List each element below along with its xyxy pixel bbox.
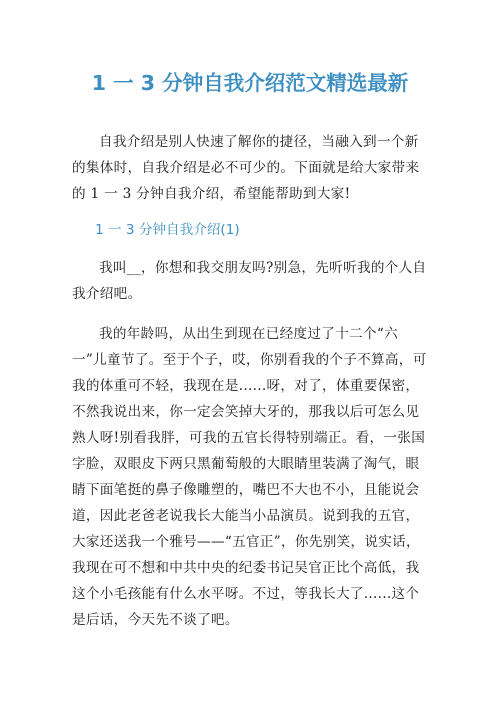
body-paragraph-1: 我叫__，你想和我交朋友吗?别急，先听听我的个人自我介绍吧。 <box>72 260 427 302</box>
body-paragraph-2: 我的年龄吗，从出生到现在已经度过了十二个“六一”儿童节了。至于个子，哎，你别看我的个子不算高，可我的体重可不轻，我现在是......呀，对了，体重要保密，不然我说出来，你一定会笑掉大牙的，那我以后可怎么见熟人呀!别看我胖，可我的五官长得特别端正。看，一张国字脸，双眼皮下两只黑葡萄般的大眼睛里装满了淘气，眼睛下面笔挺的鼻子像雕塑的，嘴巴不大也不小，且能说会道，因此老爸老说我长大能当小品演员。说到我的五官，大家还送我一个雅号——“五官正”，你先别笑，说实话，我现在可不想和中共中央的纪委书记吴官正比个高低，我这个小毛孩能有什么水平呀。不过，等我长大了......这个是后话，今天先不谈了吧。 <box>72 326 427 628</box>
document-title: 1 一 3 分钟自我介绍范文精选最新 <box>91 71 409 95</box>
intro-paragraph: 自我介绍是别人快速了解你的捷径，当融入到一个新的集体时，自我介绍是必不可少的。下面就是给大家带来的 1 一 3 分钟自我介绍，希望能帮助到大家! <box>72 134 420 202</box>
section-heading: 1 一 3 分钟自我介绍(1) <box>95 222 240 238</box>
